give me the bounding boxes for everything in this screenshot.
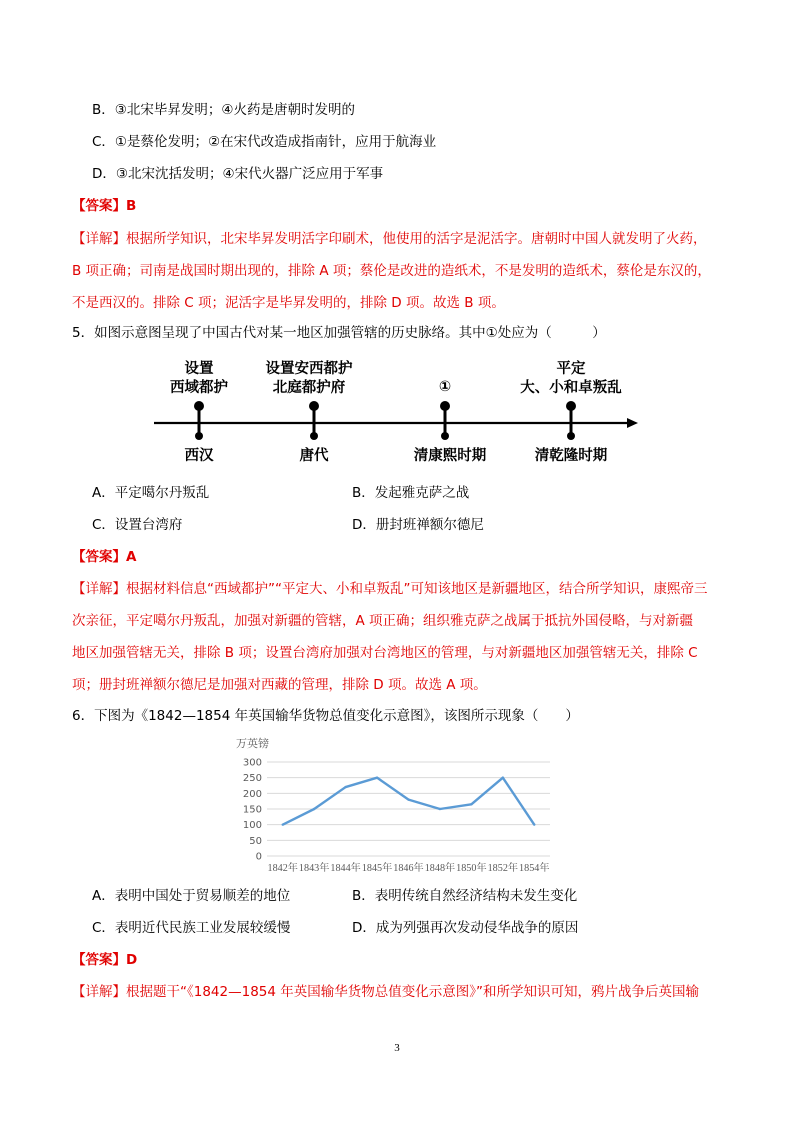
timeline-diagram bbox=[150, 400, 650, 446]
q5-detail-line-1: 【详解】根据材料信息“西域都护”“平定大、小和卓叛乱”可知该地区是新疆地区，结合所学知识，康熙帝三 bbox=[72, 581, 708, 597]
timeline-node-1-top-line-1: 设置 bbox=[184, 361, 214, 377]
q5-option-b: B．发起雅克萨之战 bbox=[352, 485, 470, 501]
timeline-node-2 bbox=[309, 401, 319, 440]
q4-detail-line-1: 【详解】根据所学知识，北宋毕昇发明活字印刷术，他使用的活字是泥活字。唐朝时中国人就发明了火药， bbox=[72, 231, 707, 247]
x-tick-label-5: 1848年 bbox=[424, 863, 455, 874]
q6-option-c: C．表明近代民族工业发展较缓慢 bbox=[92, 920, 291, 936]
data-point-7 bbox=[502, 776, 504, 778]
q5-detail-line-3: 地区加强管辖无关，排除 B 项；设置台湾府加强对台湾地区的管理，与对新疆地区加强管辖无关，排除 C bbox=[72, 645, 698, 661]
timeline-node-3-bottom: 清康熙时期 bbox=[413, 448, 487, 464]
x-tick-label-4: 1846年 bbox=[393, 863, 424, 874]
x-tick-label-3: 1845年 bbox=[361, 863, 392, 874]
y-tick-label-1: 50 bbox=[249, 835, 262, 847]
q6-stem: 6．下图为《1842—1854 年英国输华货物总值变化示意图》，该图所示现象（ ） bbox=[72, 708, 579, 724]
x-tick-label-0: 1842年 bbox=[267, 863, 298, 874]
timeline-node-1-top-line-2: 西域都护 bbox=[170, 380, 228, 396]
q5-stem: 5．如图示意图呈现了中国古代对某一地区加强管辖的历史脉络。其中①处应为（ ） bbox=[72, 325, 606, 341]
timeline-node-2-top bbox=[244, 360, 374, 398]
q4-answer: 【答案】B bbox=[72, 198, 137, 214]
data-point-5 bbox=[439, 808, 441, 810]
timeline-node-4-top-line-2: 大、小和卓叛乱 bbox=[520, 380, 622, 396]
timeline-node-3-top bbox=[405, 378, 485, 397]
timeline-node-1-bottom: 西汉 bbox=[184, 448, 214, 464]
y-tick-label-6: 300 bbox=[242, 757, 262, 769]
timeline-arrowhead bbox=[627, 418, 638, 428]
y-tick-label-2: 100 bbox=[242, 820, 262, 832]
q5-option-d: D．册封班禅额尔德尼 bbox=[352, 517, 484, 533]
data-point-4 bbox=[407, 798, 409, 800]
q5-detail-line-4: 项；册封班禅额尔德尼是加强对西藏的管理，排除 D 项。故选 A 项。 bbox=[72, 677, 487, 693]
y-tick-label-5: 250 bbox=[242, 773, 262, 785]
data-point-1 bbox=[313, 808, 315, 810]
y-tick-label-4: 200 bbox=[242, 788, 262, 800]
x-tick-label-8: 1854年 bbox=[519, 863, 550, 874]
data-point-8 bbox=[533, 823, 535, 825]
x-tick-label-2: 1844年 bbox=[330, 863, 361, 874]
data-point-2 bbox=[344, 786, 346, 788]
q4-detail-line-2: B 项正确；司南是战国时期出现的，排除 A 项；蔡伦是改进的造纸术，不是发明的造纸术，蔡伦是东汉的， bbox=[72, 263, 711, 279]
x-tick-label-1: 1843年 bbox=[298, 863, 329, 874]
timeline-node-1 bbox=[194, 401, 204, 440]
timeline-node-2-top-line-1: 设置安西都护 bbox=[265, 361, 353, 377]
q5-answer: 【答案】A bbox=[72, 549, 137, 565]
y-axis-title: 万英镑 bbox=[236, 737, 269, 750]
data-point-3 bbox=[376, 776, 378, 778]
page-number: 3 bbox=[394, 1042, 400, 1054]
y-tick-label-3: 150 bbox=[242, 804, 262, 816]
q5-option-c: C．设置台湾府 bbox=[92, 517, 183, 533]
data-point-0 bbox=[282, 823, 284, 825]
q4-detail-line-3: 不是西汉的。排除 C 项；泥活字是毕昇发明的，排除 D 项。故选 B 项。 bbox=[72, 295, 505, 311]
timeline-node-3-top-line-1: ① bbox=[438, 379, 452, 395]
timeline-node-4-top-line-1: 平定 bbox=[556, 361, 586, 377]
data-point-6 bbox=[470, 803, 472, 805]
q6-option-d: D．成为列强再次发动侵华战争的原因 bbox=[352, 920, 579, 936]
q4-option-d: D．③北宋沈括发明；④宋代火器广泛应用于军事 bbox=[92, 166, 384, 182]
timeline-node-3 bbox=[440, 401, 450, 440]
q6-option-a: A．表明中国处于贸易顺差的地位 bbox=[92, 888, 291, 904]
timeline-node-1-top bbox=[149, 360, 249, 398]
x-tick-label-6: 1850年 bbox=[456, 863, 487, 874]
timeline-node-4 bbox=[566, 401, 576, 440]
q5-option-a: A．平定噶尔丹叛乱 bbox=[92, 485, 210, 501]
q6-answer: 【答案】D bbox=[72, 952, 138, 968]
q4-option-b: B．③北宋毕昇发明；④火药是唐朝时发明的 bbox=[92, 102, 355, 118]
y-tick-label-0: 0 bbox=[255, 851, 262, 863]
x-tick-label-7: 1852年 bbox=[487, 863, 518, 874]
series-line-0 bbox=[283, 778, 535, 825]
timeline-node-2-top-line-2: 北庭都护府 bbox=[272, 380, 346, 396]
timeline-node-4-top bbox=[501, 360, 641, 398]
timeline-node-2-bottom: 唐代 bbox=[299, 448, 329, 464]
line-chart bbox=[230, 732, 560, 877]
q5-detail-line-2: 次亲征，平定噶尔丹叛乱，加强对新疆的管辖，A 项正确；组织雅克萨之战属于抵抗外国侵略，与对新疆 bbox=[72, 613, 694, 629]
q4-option-c: C．①是蔡伦发明；②在宋代改造成指南针，应用于航海业 bbox=[92, 134, 437, 150]
q6-detail-line-1: 【详解】根据题干“《1842—1854 年英国输华货物总值变化示意图》”和所学知识可知，鸦片战争后英国输 bbox=[72, 984, 699, 1000]
timeline-node-4-bottom: 清乾隆时期 bbox=[534, 448, 608, 464]
q6-option-b: B．表明传统自然经济结构未发生变化 bbox=[352, 888, 578, 904]
